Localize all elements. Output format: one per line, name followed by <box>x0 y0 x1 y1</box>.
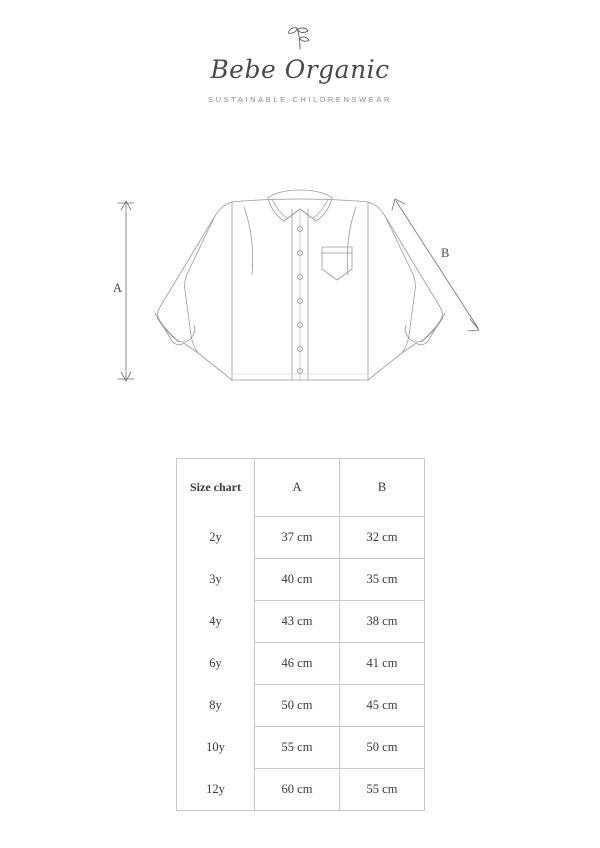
row-value-a: 50 cm <box>255 685 340 727</box>
row-value-b: 32 cm <box>340 517 425 559</box>
brand-tagline: SUSTAINABLE CHILDRENSWEAR <box>207 94 393 104</box>
table-row <box>177 685 425 727</box>
row-value-b: 41 cm <box>340 643 425 685</box>
dimension-b-label: B <box>441 246 450 260</box>
shirt-technical-drawing <box>0 185 600 405</box>
leaf-sprig-icon <box>280 18 320 52</box>
row-size: 6y <box>177 643 255 685</box>
row-value-a: 60 cm <box>255 769 340 811</box>
brand-header <box>0 18 600 104</box>
row-size: 2y <box>177 517 255 559</box>
column-header-a: A <box>255 459 340 517</box>
size-chart-table <box>176 458 425 811</box>
row-value-a: 37 cm <box>255 517 340 559</box>
size-chart-table-wrapper <box>176 458 424 811</box>
row-value-a: 43 cm <box>255 601 340 643</box>
table-header-row <box>177 459 425 517</box>
row-size: 4y <box>177 601 255 643</box>
row-value-b: 50 cm <box>340 727 425 769</box>
dimension-a-label: A <box>113 281 123 295</box>
column-header-size: Size chart <box>177 459 255 517</box>
row-size: 8y <box>177 685 255 727</box>
garment-illustration <box>0 185 600 405</box>
row-size: 10y <box>177 727 255 769</box>
column-header-b: B <box>340 459 425 517</box>
row-value-a: 46 cm <box>255 643 340 685</box>
table-row <box>177 769 425 811</box>
row-value-a: 55 cm <box>255 727 340 769</box>
row-size: 3y <box>177 559 255 601</box>
table-row <box>177 643 425 685</box>
table-row <box>177 559 425 601</box>
row-value-b: 55 cm <box>340 769 425 811</box>
table-row <box>177 601 425 643</box>
row-value-b: 45 cm <box>340 685 425 727</box>
table-row <box>177 517 425 559</box>
diagonal-double-arrow-icon <box>392 199 479 331</box>
row-size: 12y <box>177 769 255 811</box>
row-value-a: 40 cm <box>255 559 340 601</box>
row-value-b: 35 cm <box>340 559 425 601</box>
table-row <box>177 727 425 769</box>
brand-name: Bebe Organic <box>210 55 390 84</box>
row-value-b: 38 cm <box>340 601 425 643</box>
